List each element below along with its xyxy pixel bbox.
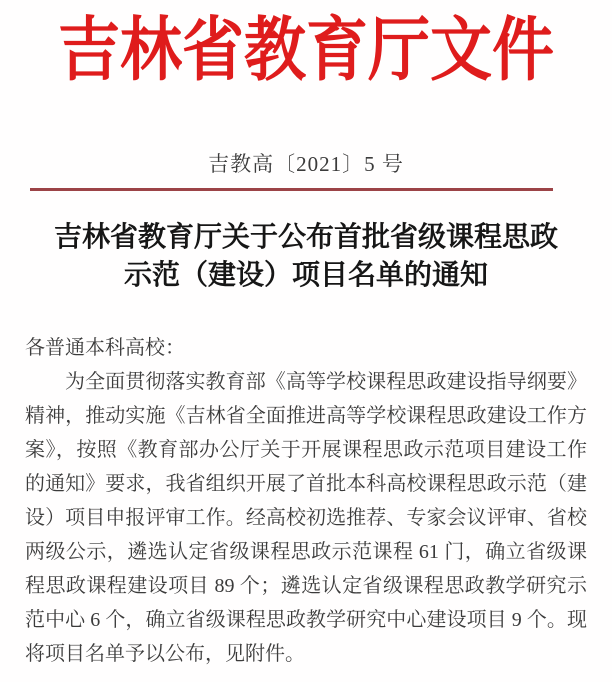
body-line: 设）项目申报评审工作。经高校初选推荐、专家会议评审、省校 — [25, 507, 587, 530]
salutation: 各普通本科高校： — [25, 337, 185, 360]
body-line: 案》，按照《教育部办公厅关于开展课程思政示范项目建设工作 — [25, 439, 587, 462]
body-line: 为全面贯彻落实教育部《高等学校课程思政建设指导纲要》 — [65, 371, 587, 394]
doc-reference-number: 吉教高〔2021〕5 号 — [208, 152, 404, 177]
red-separator-rule — [30, 188, 553, 191]
document-title — [0, 219, 612, 295]
document-title-line-2: 示范（建设）项目名单的通知 — [123, 260, 488, 292]
body-line: 程思政课程建设项目 89 个；遴选认定省级课程思政教学研究示 — [25, 575, 587, 598]
agency-banner: 吉林省教育厅文件 — [57, 13, 554, 90]
body-line: 范中心 6 个，确立省级课程思政教学研究中心建设项目 9 个。现 — [25, 609, 587, 632]
document-body — [0, 331, 612, 671]
body-line: 的通知》要求，我省组织开展了首批本科高校课程思政示范（建 — [25, 473, 587, 496]
body-line-last: 将项目名单予以公布，见附件。 — [25, 643, 305, 666]
body-line: 两级公示，遴选认定省级课程思政示范课程 61 门，确立省级课 — [25, 541, 587, 564]
document-title-line-1: 吉林省教育厅关于公布首批省级课程思政 — [53, 222, 558, 254]
body-line: 精神，推动实施《吉林省全面推进高等学校课程思政建设工作方 — [25, 405, 587, 428]
